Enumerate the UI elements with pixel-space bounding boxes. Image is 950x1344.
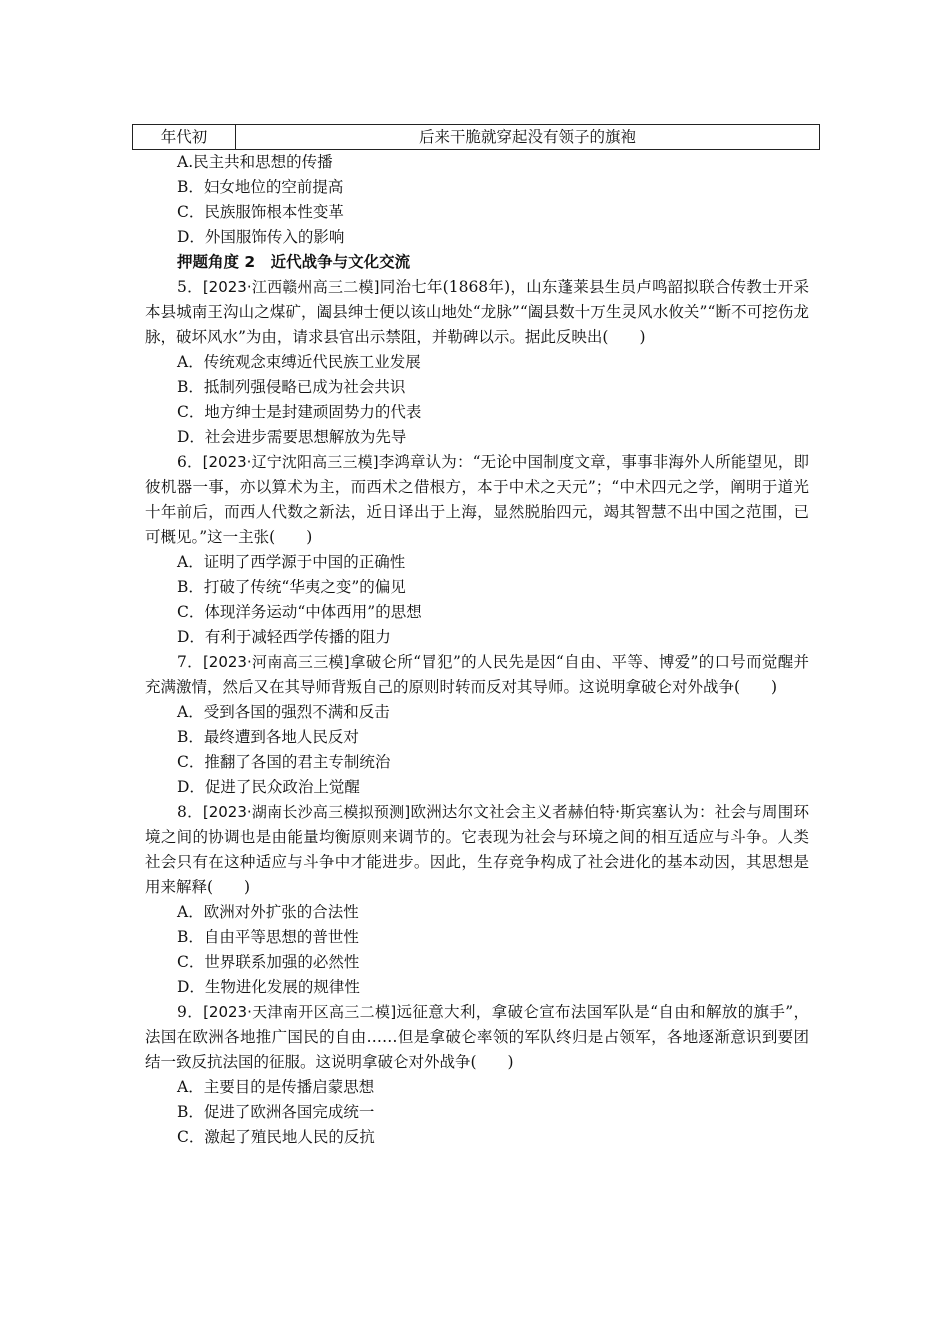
q9-option-c: C．激起了殖民地人民的反抗 [177, 1128, 375, 1146]
question-source: [2023·河南高三三模] [202, 653, 350, 671]
q6-option-b: B．打破了传统“华夷之变”的偏见 [177, 578, 406, 596]
q6-option-a: A．证明了西学源于中国的正确性 [177, 553, 406, 571]
question-text: 拿破仑所“冒犯”的人民先是因“自由、平等、博爱”的口号而觉醒并充满激情，然后又在其导师背叛自己的原则时转而反对其导师。这说明拿破仑对外战争( ) [145, 653, 809, 696]
question-9-stem [145, 1000, 809, 1075]
q9-option-a: A．主要目的是传播启蒙思想 [177, 1078, 375, 1096]
q8-option-d: D．生物进化发展的规律性 [177, 978, 360, 996]
question-source: [2023·辽宁沈阳高三三模] [202, 453, 379, 471]
question-number: 9． [177, 1003, 204, 1021]
q4-option-a: A.民主共和思想的传播 [177, 153, 333, 171]
q6-option-d: D．有利于减轻西学传播的阻力 [177, 628, 391, 646]
q8-option-c: C．世界联系加强的必然性 [177, 953, 360, 971]
question-content [145, 150, 809, 1150]
section-heading: 押题角度 2 近代战争与文化交流 [177, 253, 411, 271]
q5-option-c: C．地方绅士是封建顽固势力的代表 [177, 403, 422, 421]
continuation-table [132, 124, 820, 150]
q8-option-b: B．自由平等思想的普世性 [177, 928, 359, 946]
q4-option-c: C．民族服饰根本性变革 [177, 203, 344, 221]
q5-option-b: B．抵制列强侵略已成为社会共识 [177, 378, 406, 396]
question-text: 同治七年(1868年)，山东蓬莱县生员卢鸣韶拟联合传教士开采本县城南王沟山之煤矿，阖县绅士便以该山地处“龙脉”“阖县数十万生灵风水攸关”“断不可挖伤龙脉，破坏风水”为由，请求县官出示禁阻，并勒碑以示。据此反映出( ) [145, 278, 809, 346]
q6-option-c: C．体现洋务运动“中体西用”的思想 [177, 603, 422, 621]
q4-option-b: B．妇女地位的空前提高 [177, 178, 344, 196]
q8-option-a: A．欧洲对外扩张的合法性 [177, 903, 359, 921]
question-source: [2023·天津南开区高三二模] [203, 1003, 397, 1021]
question-source: [2023·湖南长沙高三模拟预测] [202, 803, 411, 821]
q5-option-a: A．传统观念束缚近代民族工业发展 [177, 353, 421, 371]
q7-option-c: C．推翻了各国的君主专制统治 [177, 753, 391, 771]
question-number: 8． [177, 803, 203, 821]
question-text: 远征意大利，拿破仑宣布法国军队是“自由和解放的旗手”，法国在欧洲各地推广国民的自由……但是拿破仑率领的军队终归是占领军，各地逐渐意识到要团结一致反抗法国的征服。这说明拿破仑对外战争( ) [145, 1003, 809, 1071]
question-number: 5． [177, 278, 203, 296]
question-text: 李鸿章认为：“无论中国制度文章，事事非海外人所能望见，即彼机器一事，亦以算术为主，而西术之借根方，本于中术之天元”；“中术四元之学，阐明于道光十年前后，而西人代数之新法，近日译出于上海，显然脱胎四元，竭其智慧不出中国之范围，已可概见。”这一主张( ) [145, 453, 809, 546]
q4-option-d: D．外国服饰传入的影响 [177, 228, 345, 246]
table-cell-period: 年代初 [133, 125, 236, 150]
question-5-stem [145, 275, 809, 350]
q7-option-a: A．受到各国的强烈不满和反击 [177, 703, 390, 721]
question-text: 欧洲达尔文社会主义者赫伯特·斯宾塞认为：社会与周围环境之间的协调也是由能量均衡原则来调节的。它表现为社会与环境之间的相互适应与斗争。人类社会只有在这种适应与斗争中才能进步。因此，生存竞争构成了社会进化的基本动因，其思想是用来解释( ) [145, 803, 809, 896]
q9-option-b: B．促进了欧洲各国完成统一 [177, 1103, 375, 1121]
question-number: 7． [177, 653, 203, 671]
q5-option-d: D．社会进步需要思想解放为先导 [177, 428, 407, 446]
table-row [133, 125, 820, 150]
question-number: 6． [177, 453, 203, 471]
question-7-stem [145, 650, 809, 700]
question-source: [2023·江西赣州高三二模] [202, 278, 380, 296]
question-8-stem [145, 800, 809, 900]
q7-option-d: D．促进了民众政治上觉醒 [177, 778, 360, 796]
question-6-stem [145, 450, 809, 550]
q7-option-b: B．最终遭到各地人民反对 [177, 728, 359, 746]
table-cell-description: 后来干脆就穿起没有领子的旗袍 [236, 125, 820, 150]
